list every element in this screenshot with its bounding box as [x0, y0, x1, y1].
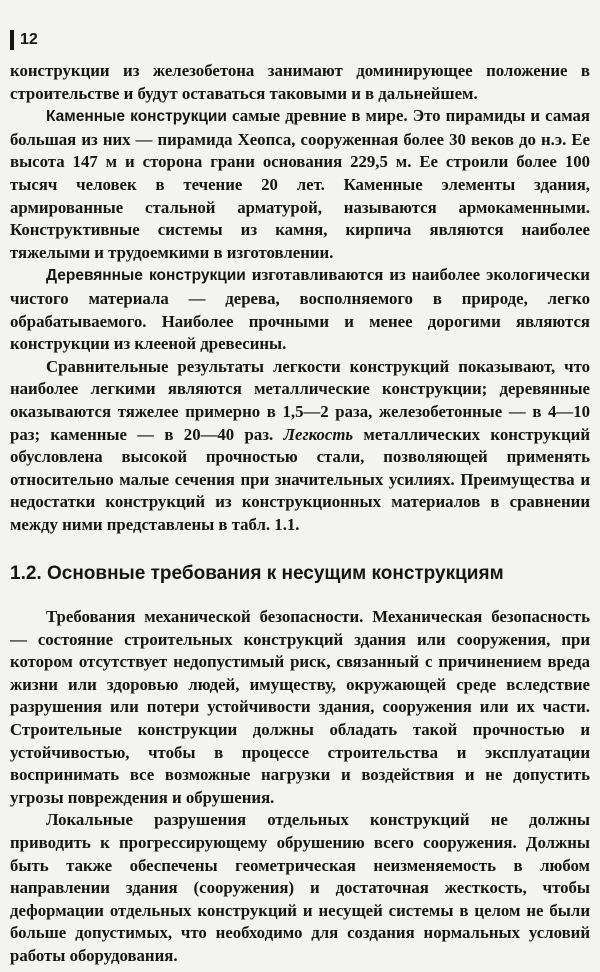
- paragraph-text: изготавливаются из наиболее экологически чистого материала — дерева, восполняемого в природе, легко обрабатываемого. Наиболее прочными и менее дорогими являются конструкции из клееной древесины.: [10, 265, 590, 354]
- paragraph-text: Локальные разрушения отдельных конструкций не должны приводить к прогрессирующему обрушению всего сооружения. Должны быть также обеспечены геометрическая неизменяемость в любом направлении здания (сооружения) и достаточная жесткость, чтобы деформации отдельных конструкций и несущей системы в целом не были больше допустимых, что необходимо для создания нормальных условий работы оборудования.: [10, 810, 590, 965]
- page-number: [10, 30, 38, 50]
- paragraph-lead: Каменные конструкции: [46, 108, 227, 126]
- page-number-bar: [10, 30, 14, 50]
- paragraph-lead: Требования механической безопасности.: [46, 607, 364, 626]
- paragraph-comparison: [10, 356, 590, 537]
- paragraph-wood: [10, 264, 590, 355]
- paragraph-text: конструкции из железобетона занимают доминирующее положение в строительстве и будут оставаться таковыми и в дальнейшем.: [10, 61, 590, 103]
- paragraph-text: Механическая безопасность — состояние строительных конструкций здания или сооружения, при котором отсутствует недопустимый риск, связанный с причинением вреда жизни или здоровью людей, имуществу, окружающей среде вследствие разрушения или потери устойчивости здания, сооружения или их части. Строительные конструкции должны обладать такой прочностью и устойчивостью, чтобы в процессе строительства и эксплуатации воспринимать все возможные нагрузки и воздействия и не допустить угрозы повреждения и обрушения.: [10, 607, 590, 807]
- section-1-2-text: [10, 606, 590, 968]
- paragraph-text: Сравнительные результаты легкости конструкций показывают, что наиболее легкими являются металлические конструкции; деревянные оказываются тяжелее примерно в 1,5—2 раза, железобетонные — в 4—10 раз; каменные — в 20—40 раз.: [10, 356, 590, 444]
- paragraph-stone: [10, 105, 590, 264]
- paragraph-lead: Деревянные конструкции: [46, 267, 246, 285]
- section-heading: 1.2. Основные требования к несущим конструкциям: [10, 563, 504, 584]
- paragraph-mechanical-safety: [10, 606, 590, 809]
- paragraph-local-failure: [10, 809, 590, 967]
- paragraph-text: самые древние в мире. Это пирамиды и самая большая из них — пирамида Хеопса, сооруженная более 30 веков до н.э. Ее высота 147 м и сторона грани основания 229,5 м. Ее строили более 100 тысяч человек в течение 20 лет. Каменные элементы здания, армированные стальной арматурой, называются армокаменными. Конструктивные системы из камня, кирпича являются наиболее тяжелыми и трудоемкими в изготовлении.: [10, 106, 590, 262]
- section-1-1-text: [10, 60, 590, 536]
- paragraph-text: металлических конструкций обусловлена высокой прочностью стали, позволяющей применять относительно малые сечения при значительных усилиях. Преимущества и недостатки конструкций из конструкционных материалов в сравнении между ними представлены в табл. 1.1.: [10, 424, 590, 534]
- page-number-text: 12: [20, 31, 38, 48]
- paragraph-concrete-cont: [10, 60, 590, 105]
- paragraph-italic: Легкость: [283, 424, 354, 444]
